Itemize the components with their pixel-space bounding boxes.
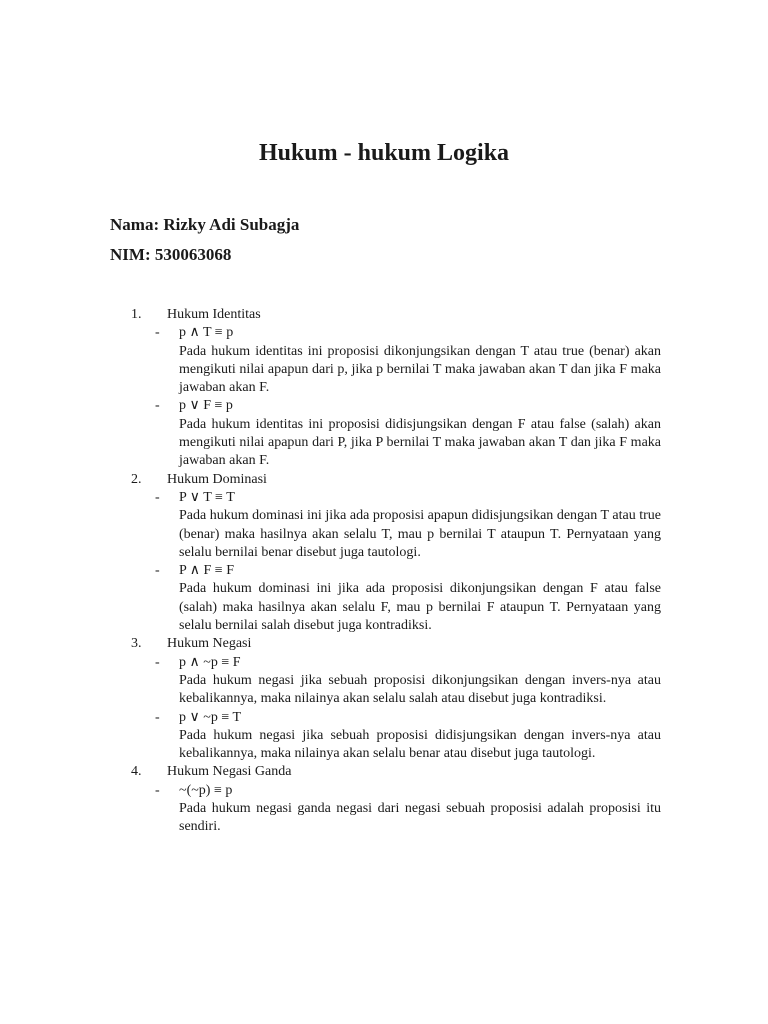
law-items (131, 654, 661, 764)
description: Pada hukum identitas ini proposisi didisjungsikan dengan F atau false (salah) akan mengikuti nilai apapun dari P, jika P bernilai T maka jawaban akan T dan jika F maka jawaban akan F. (179, 416, 661, 469)
list-item (131, 782, 661, 837)
section-number: 3. (131, 636, 142, 652)
description: Pada hukum negasi jika sebuah proposisi didisjungsikan dengan invers-nya atau kebalikannya, maka nilainya akan selalu benar atau disebut juga tautologi. (179, 727, 661, 762)
section-title: Hukum Negasi (167, 636, 252, 652)
description: Pada hukum negasi jika sebuah proposisi dikonjungsikan dengan invers-nya atau kebalikannya, maka nilainya akan selalu salah atau disebut juga kontradiksi. (179, 672, 661, 707)
section-title: Hukum Dominasi (167, 471, 267, 487)
section-title: Hukum Identitas (167, 307, 261, 322)
section-negasi-ganda (131, 763, 661, 836)
law-items (131, 782, 661, 837)
list-item (131, 654, 661, 709)
description: Pada hukum dominasi ini jika ada proposisi dikonjungsikan dengan F atau false (salah) maka hasilnya akan selalu F, mau p bernilai F ataupun T. Pernyataan yang selalu bernilai salah disebut juga kontradiksi. (179, 581, 661, 634)
formula: P ∨ T ≡ T (179, 489, 235, 505)
law-items (131, 489, 661, 635)
bullet-dash: - (155, 563, 160, 579)
list-item (131, 324, 661, 397)
description: Pada hukum dominasi ini jika ada proposisi apapun didisjungsikan dengan T atau true (benar) maka hasilnya akan selalu T, mau p bernilai T ataupun T. Pernyataan yang selalu bernilai benar disebut juga tautologi. (179, 508, 661, 560)
section-number: 1. (131, 307, 142, 322)
formula: p ∧ ~p ≡ F (179, 654, 241, 670)
formula: p ∨ F ≡ p (179, 398, 233, 414)
list-item (131, 709, 661, 764)
section-heading (131, 635, 661, 653)
description: Pada hukum identitas ini proposisi dikonjungsikan dengan T atau true (benar) akan mengikuti nilai apapun dari p, jika p bernilai T maka jawaban akan T dan jika F maka jawaban akan F. (179, 343, 661, 396)
bullet-dash: - (155, 398, 160, 414)
section-identitas (131, 306, 661, 471)
bullet-dash: - (155, 325, 160, 341)
description: Pada hukum negasi ganda negasi dari negasi sebuah proposisi adalah proposisi itu sendiri. (179, 801, 661, 835)
student-nim: NIM: 530063068 (110, 245, 232, 264)
section-heading (131, 306, 661, 324)
section-number: 4. (131, 764, 142, 780)
bullet-dash: - (155, 782, 160, 798)
formula: p ∨ ~p ≡ T (179, 709, 242, 725)
section-title: Hukum Negasi Ganda (167, 764, 292, 780)
logic-laws-list (131, 306, 661, 837)
section-dominasi (131, 471, 661, 636)
formula: P ∧ F ≡ F (179, 563, 234, 579)
student-name: Nama: Rizky Adi Subagja (110, 215, 300, 234)
page-title: Hukum - hukum Logika (258, 140, 510, 166)
list-item (131, 562, 661, 635)
list-item (131, 397, 661, 470)
law-items (131, 324, 661, 470)
bullet-dash: - (155, 654, 160, 670)
bullet-dash: - (155, 489, 160, 505)
bullet-dash: - (155, 709, 160, 725)
section-heading (131, 471, 661, 489)
section-negasi (131, 635, 661, 763)
section-number: 2. (131, 471, 142, 487)
formula: ~(~p) ≡ p (179, 782, 233, 798)
list-item (131, 489, 661, 562)
section-heading (131, 763, 661, 781)
formula: p ∧ T ≡ p (179, 325, 234, 341)
